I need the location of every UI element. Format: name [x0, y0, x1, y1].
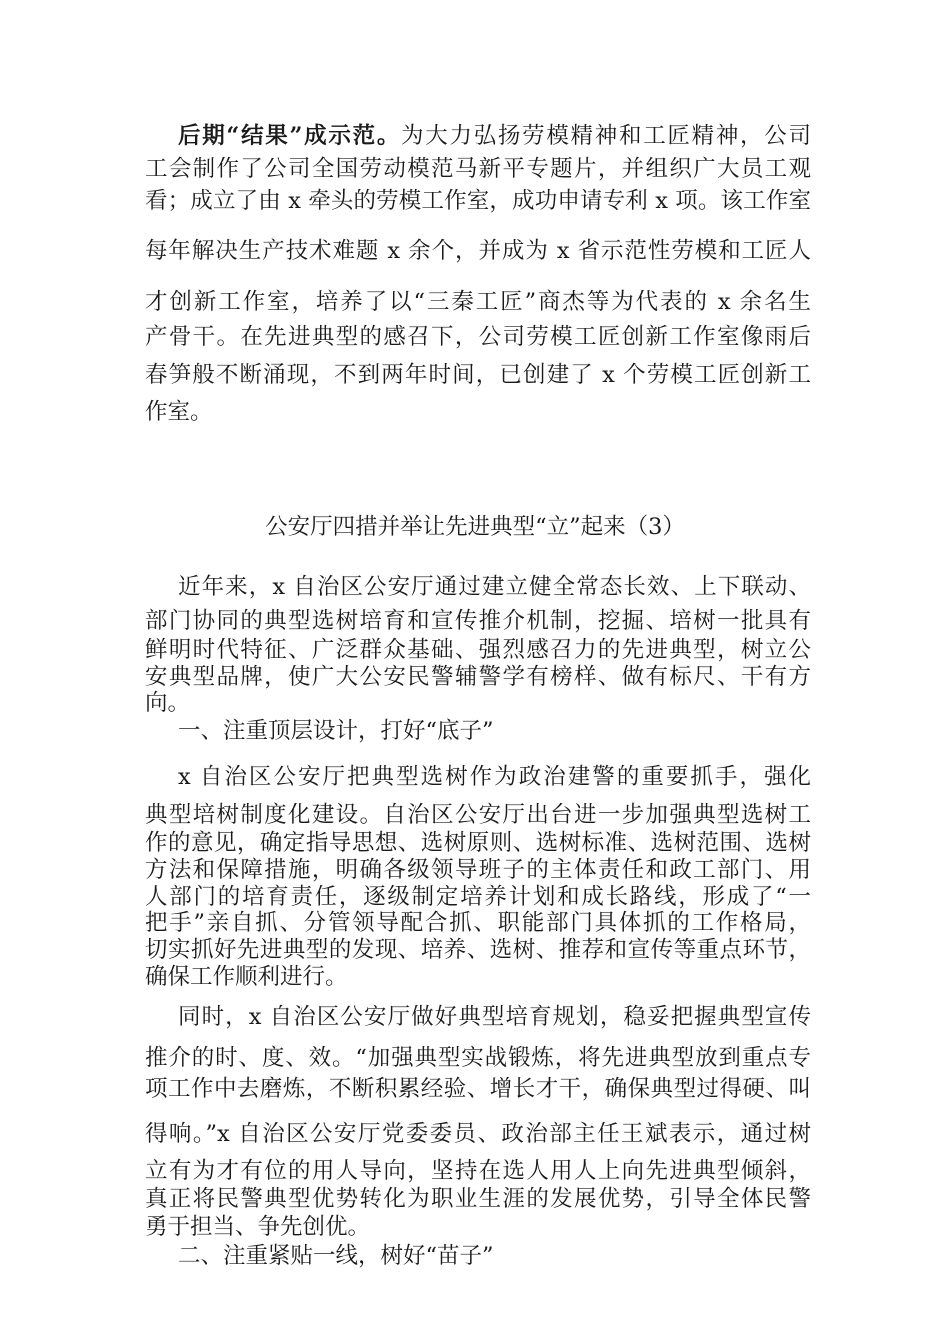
para2-line-1: 同时，x 自治区公安厅做好典型培育规划，稳妥把握典型宣传	[178, 1004, 811, 1030]
para1-line-8: 确保工作顺利进行。	[145, 964, 348, 990]
section1-line-3: 看；成立了由 x 牵头的劳模工作室，成功申请专利 x 项。该工作室	[145, 188, 811, 214]
article-title: 公安厅四措并举让先进典型“立”起来（3）	[265, 514, 685, 540]
section1-line-1	[178, 119, 811, 153]
intro-line-4: 安典型品牌，使广大公安民警辅警学有榜样、做有标尺、干有方	[145, 664, 811, 690]
section1-line-7: 春笋般不断涌现，不到两年时间，已创建了 x 个劳模工匠创新工	[145, 362, 811, 388]
para2-line-6: 真正将民警典型优势转化为职业生涯的发展优势，引导全体民警	[145, 1186, 811, 1212]
para1-line-2: 典型培树制度化建设。自治区公安厅出台进一步加强典型选树工	[145, 802, 811, 828]
para1-line-4: 方法和保障措施，明确各级领导班子的主体责任和政工部门、用	[145, 857, 811, 883]
intro-line-2: 部门协同的典型选树培育和宣传推介机制，挖掘、培树一批具有	[145, 608, 811, 634]
section1-line-6: 产骨干。在先进典型的感召下，公司劳模工匠创新工作室像雨后	[145, 324, 811, 350]
para2-line-7: 勇于担当、争先创优。	[145, 1214, 371, 1240]
section-heading-2: 二、注重紧贴一线，树好“苗子”	[178, 1243, 494, 1269]
section1-line-8: 作室。	[145, 399, 213, 425]
para1-line-3: 作的意见，确定指导思想、选树原则、选树标准、选树范围、选树	[145, 830, 811, 856]
intro-line-1: 近年来，x 自治区公安厅通过建立健全常态长效、上下联动、	[178, 574, 811, 600]
section1-text: 为大力弘扬劳模精神和工匠精神，公司	[401, 123, 811, 149]
intro-line-3: 鲜明时代特征、广泛群众基础、强烈感召力的先进典型，树立公	[145, 637, 811, 663]
para1-line-1: x 自治区公安厅把典型选树作为政治建警的重要抓手，强化	[178, 764, 811, 790]
para1-line-5: 人部门的培育责任，逐级制定培养计划和成长路线，形成了“一	[145, 884, 811, 910]
para2-line-5: 立有为才有位的用人导向，坚持在选人用人上向先进典型倾斜，	[145, 1158, 811, 1184]
para2-line-2: 推介的时、度、效。“加强典型实战锻炼，将先进典型放到重点专	[145, 1045, 811, 1071]
para2-line-3: 项工作中去磨炼，不断积累经验、增长才干，确保典型过得硬、叫	[145, 1076, 811, 1102]
section1-line-4: 每年解决生产技术难题 x 余个，并成为 x 省示范性劳模和工匠人	[145, 238, 811, 264]
section1-line-5: 才创新工作室，培养了以“三秦工匠”商杰等为代表的 x 余名生	[145, 289, 811, 315]
section-heading-1: 一、注重顶层设计，打好“底子”	[178, 718, 494, 744]
para1-line-7: 切实抓好先进典型的发现、培养、选树、推荐和宣传等重点环节，	[145, 937, 811, 963]
section1-line-2: 工会制作了公司全国劳动模范马新平专题片，并组织广大员工观	[145, 156, 811, 182]
para1-line-6: 把手”亲自抓、分管领导配合抓、职能部门具体抓的工作格局，	[145, 910, 811, 936]
para2-line-4: 得响。”x 自治区公安厅党委委员、政治部主任王斌表示，通过树	[145, 1121, 811, 1147]
section1-heading: 后期“结果”成示范。	[178, 123, 402, 149]
intro-line-5: 向。	[145, 690, 191, 716]
